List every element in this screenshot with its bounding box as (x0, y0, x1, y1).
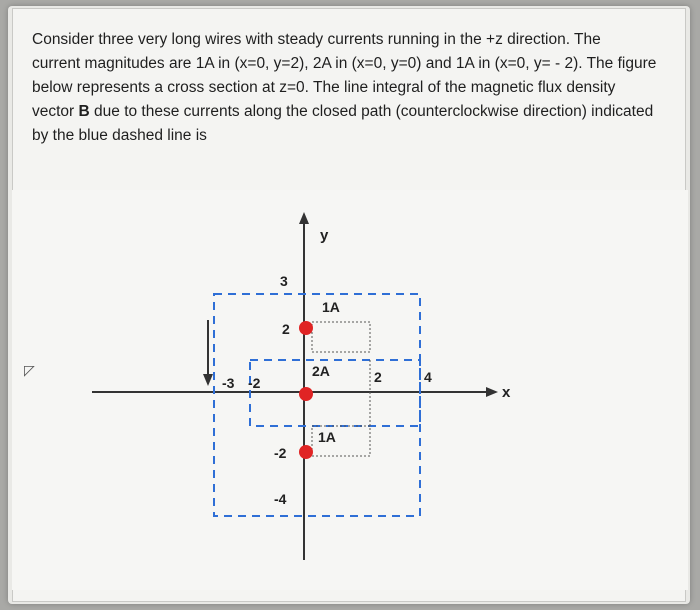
y-axis-label: y (320, 227, 329, 244)
question-text (32, 28, 672, 148)
vector-b-symbol: B (78, 103, 90, 120)
wire-bottom (299, 445, 313, 459)
wire-top-box (312, 322, 370, 352)
wire-bottom-label: 1A (318, 429, 336, 445)
y-axis-arrow-icon (299, 212, 309, 224)
wire-middle (299, 387, 313, 401)
y-tick-label: 2 (282, 321, 290, 337)
x-tick-label: -2 (248, 375, 261, 391)
question-line-4-post: due to these currents along the closed path (counterclockwise direction) indicated (89, 103, 654, 120)
figure-diagram (12, 190, 688, 590)
question-line-3: below represents a cross section at z=0. The line integral of the magnetic flux density (32, 79, 616, 96)
x-tick-label: 4 (424, 369, 432, 385)
wire-top-label: 1A (322, 299, 340, 315)
mouse-cursor-icon: ◸ (24, 362, 35, 378)
x-axis-label: x (502, 384, 511, 401)
y-tick-label: 3 (280, 273, 288, 289)
question-line-5: by the blue dashed line is (32, 127, 207, 144)
direction-arrow-icon (203, 374, 213, 386)
y-tick-label: -2 (274, 445, 287, 461)
outer-dashed-path (214, 294, 420, 516)
y-tick-label: -4 (274, 491, 287, 507)
question-line-4-pre: vector (32, 103, 79, 120)
question-line-1: Consider three very long wires with steady currents running in the +z direction. The (32, 31, 601, 48)
figure-panel (12, 190, 688, 590)
question-line-4 (32, 100, 672, 124)
x-tick-label: -3 (222, 375, 235, 391)
wire-middle-label: 2A (312, 363, 330, 379)
x-tick-label: 2 (374, 369, 382, 385)
wire-top (299, 321, 313, 335)
question-line-2: current magnitudes are 1A in (x=0, y=2), 2A in (x=0, y=0) and 1A in (x=0, y= - 2). The figure (32, 55, 657, 72)
x-axis-arrow-icon (486, 387, 498, 397)
